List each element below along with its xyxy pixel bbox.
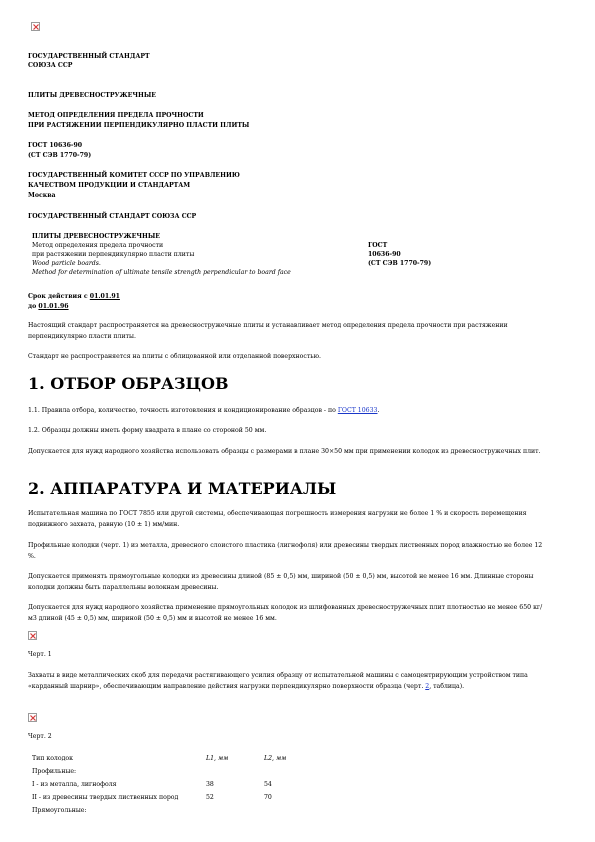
header-method-line1: МЕТОД ОПРЕДЕЛЕНИЯ ПРЕДЕЛА ПРОЧНОСТИ bbox=[28, 112, 204, 119]
intro-paragraph-1: Настоящий стандарт распространяется на древесностружечные плиты и устанавливает метод определения предела прочности при растяжении перпендикулярно пласти плиты. bbox=[28, 322, 508, 340]
section-2-paragraph-3: Допускается применять прямоугольные колодки из древесины длиной (85 ± 0,5) мм, шириной (50 ± 0,5) мм, высотой не менее 16 мм. Длинные стороны колодки должны быть параллельны волокнам древесины. bbox=[28, 573, 534, 591]
header-standard-line2: СОЮЗА ССР bbox=[28, 62, 73, 69]
header-st-sev: (СТ СЭВ 1770-79) bbox=[28, 152, 92, 159]
broken-image-icon bbox=[31, 22, 40, 31]
blocks-table bbox=[32, 754, 332, 824]
section-2-heading: 2. АППАРАТУРА И МАТЕРИАЛЫ bbox=[28, 479, 337, 498]
table-header-l1: L1, мм bbox=[206, 755, 229, 762]
section-1-paragraph-2: 1.2. Образцы должны иметь форму квадрата в плане со стороной 50 мм. bbox=[28, 427, 267, 434]
title-en-line1: Wood particle boards. bbox=[32, 260, 101, 267]
header-method-line2: ПРИ РАСТЯЖЕНИИ ПЕРПЕНДИКУЛЯРНО ПЛАСТИ ПЛИТЫ bbox=[28, 122, 250, 129]
section-2-paragraph-4: Допускается для нужд народного хозяйства применение прямоугольных колодок из шлифованных древесностружечных плит плотностью не менее 650 кг/м3 длиной (45 ± 0,5) мм, шириной (50 ± 0,5) мм и высотой не менее 16 мм. bbox=[28, 604, 543, 622]
validity-from-date: 01.01.91 bbox=[89, 293, 120, 300]
table-row-2-l2: 70 bbox=[264, 794, 272, 801]
figure-2-link[interactable]: 2 bbox=[425, 683, 430, 690]
title-st-sev: (СТ СЭВ 1770-79) bbox=[368, 260, 432, 267]
title-product: ПЛИТЫ ДРЕВЕСНОСТРУЖЕЧНЫЕ bbox=[32, 233, 161, 240]
header-gost: ГОСТ 10636-90 bbox=[28, 142, 83, 149]
table-row-2-type: II - из древесины твердых лиственных пород bbox=[32, 794, 179, 801]
table-row-1-l1: 38 bbox=[206, 781, 214, 788]
section-2-p5-end: , таблица). bbox=[429, 683, 465, 690]
table-row-3-type: Прямоугольные: bbox=[32, 807, 87, 814]
section-2-paragraph-5 bbox=[28, 670, 543, 692]
section-2-paragraph-1: Испытательная машина по ГОСТ 7855 или другой системы, обеспечивающая погрешность измерения нагрузки не более 1 % и скорость перемещения подвижного захвата, равную (10 ± 1) мм/мин. bbox=[28, 510, 527, 528]
validity-from bbox=[28, 292, 120, 301]
title-gost-number: 10636-90 bbox=[368, 251, 401, 258]
figure-1-broken-image-icon bbox=[28, 631, 37, 640]
header-standard-line1: ГОСУДАРСТВЕННЫЙ СТАНДАРТ bbox=[28, 53, 150, 60]
table-row-1-type: I - из металла, лигнофоля bbox=[32, 781, 117, 788]
table-row-1-l2: 54 bbox=[264, 781, 272, 788]
section-2-paragraph-2: Профильные колодки (черт. 1) из металла, древесного слоистого пластика (лигнофоля) или древесины твердых лиственных пород влажностью не более 12 %. bbox=[28, 542, 543, 560]
intro-paragraph-2: Стандарт не распространяется на плиты с облицованной или отделанной поверхностью. bbox=[28, 353, 321, 360]
header-committee-line1: ГОСУДАРСТВЕННЫЙ КОМИТЕТ СССР ПО УПРАВЛЕНИЮ bbox=[28, 172, 240, 179]
section-1-p1-text: 1.1. Правила отбора, количество, точность изготовления и кондиционирование образцов - по bbox=[28, 407, 338, 414]
header-standard-full: ГОСУДАРСТВЕННЫЙ СТАНДАРТ СОЮЗА ССР bbox=[28, 213, 197, 220]
header-product: ПЛИТЫ ДРЕВЕСНОСТРУЖЕЧНЫЕ bbox=[28, 92, 157, 99]
title-ru-line1: Метод определения предела прочности bbox=[32, 242, 164, 249]
header-committee-line2: КАЧЕСТВОМ ПРОДУКЦИИ И СТАНДАРТАМ bbox=[28, 182, 191, 189]
title-gost-label: ГОСТ bbox=[368, 242, 388, 249]
validity-to-label: до bbox=[28, 303, 37, 310]
section-1-paragraph-1 bbox=[28, 405, 543, 416]
section-1-paragraph-3: Допускается для нужд народного хозяйства использовать образцы с размерами в плане 30×50 мм при применении колодок из древесностружечных плит. bbox=[28, 448, 541, 455]
table-header-l2: L2, мм bbox=[264, 755, 287, 762]
gost-10633-link[interactable]: ГОСТ 10633 bbox=[337, 407, 378, 414]
section-1-heading: 1. ОТБОР ОБРАЗЦОВ bbox=[28, 374, 229, 393]
figure-2-broken-image-icon bbox=[28, 713, 37, 722]
validity-to bbox=[28, 302, 69, 311]
figure-1-caption: Черт. 1 bbox=[28, 651, 52, 658]
figure-2-caption: Черт. 2 bbox=[28, 733, 52, 740]
title-en-line2: Method for determination of ultimate tensile strength perpendicular to board face bbox=[32, 269, 291, 276]
table-row-2-l1: 52 bbox=[206, 794, 214, 801]
section-1-p1-end: . bbox=[377, 407, 380, 414]
title-ru-line2: при растяжении перпендикулярно пласти плиты bbox=[32, 251, 195, 258]
validity-to-date: 01.01.96 bbox=[38, 303, 69, 310]
table-row-0-type: Профильные: bbox=[32, 768, 77, 775]
header-city: Москва bbox=[28, 192, 56, 199]
validity-from-label: Срок действия с bbox=[28, 293, 88, 300]
section-2-p5-text: Захваты в виде металлических скоб для передачи растягивающего усилия образцу от испытательной машины с самоцентрирующим устройством типа «карданный шарнир», обеспечивающим направление действия нагрузки перпендикулярно поверхности образца (черт. bbox=[28, 672, 528, 690]
table-header-type: Тип колодок bbox=[32, 755, 73, 762]
